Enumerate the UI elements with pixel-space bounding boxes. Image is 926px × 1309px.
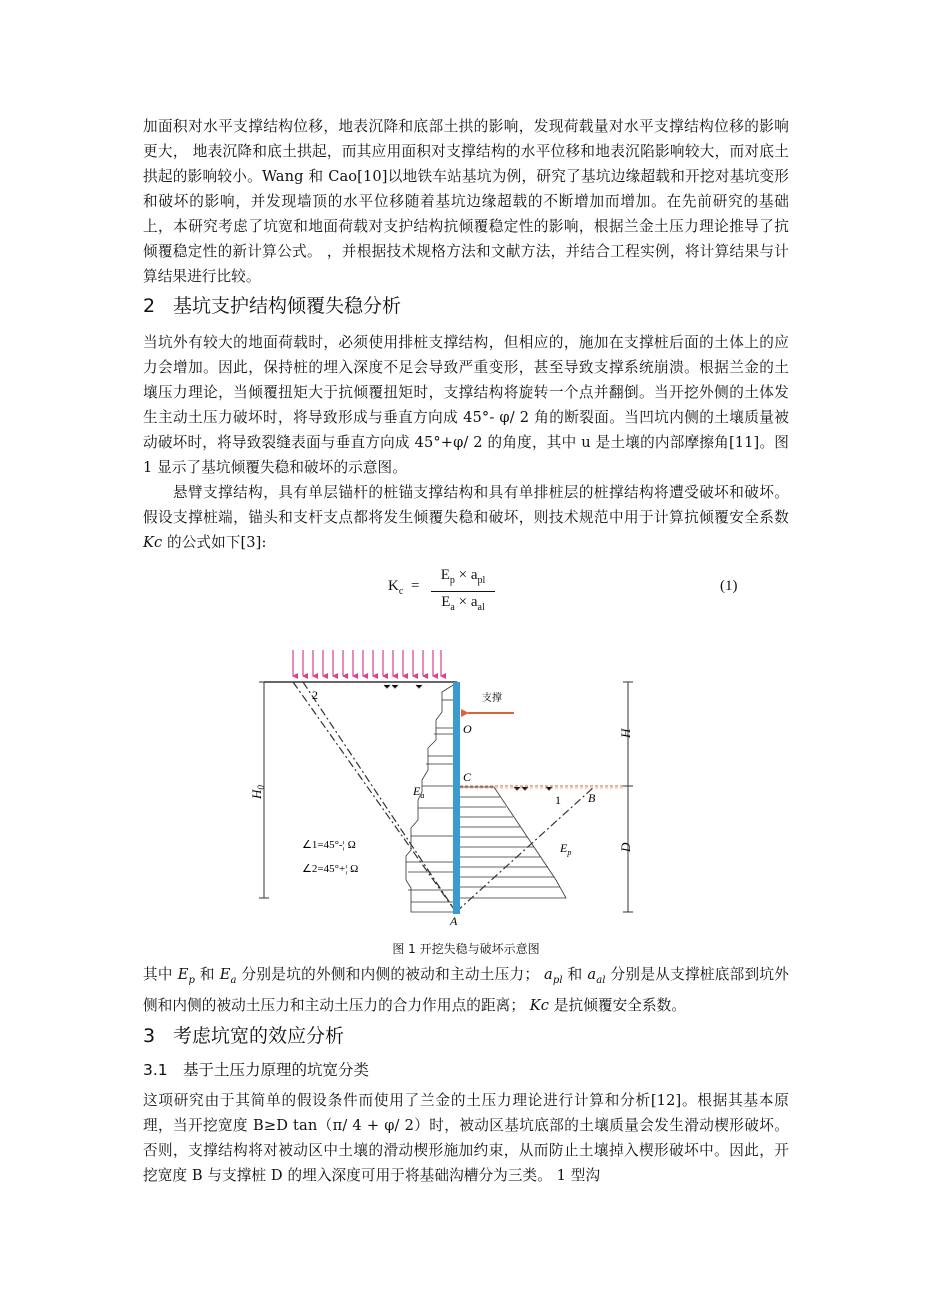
subsection-title: 基于土压力原理的坑宽分类 — [183, 1061, 370, 1079]
section-title: 考虑坑宽的效应分析 — [173, 1025, 345, 1047]
label-c: C — [463, 770, 472, 784]
label-o: O — [463, 722, 472, 736]
symbol-kc: Kc — [143, 534, 163, 551]
section-3-1-heading — [143, 1057, 789, 1083]
label-angle-2: 2 — [312, 688, 318, 702]
equation-1 — [388, 566, 788, 612]
subsection-number: 3.1 — [143, 1061, 168, 1079]
definitions-paragraph: 其中 $E_p$ 和 $E_a$ 分别是坑的外侧和内侧的被动和主动土压力； $a_{pl}$ 和 $a_{al}$ 分别是从支撑桩底部到坑外侧和内侧的被动土压力和主动土压力的合力作用点的距离； Kc 是抗倾覆安全系数。 — [143, 966, 790, 1014]
equation-lhs: $K_c$ = — [388, 578, 420, 597]
label-h: H — [618, 728, 633, 738]
fraction-numerator: $E_p \times a_{pl}$ — [431, 566, 495, 592]
h-d-dimension — [623, 682, 633, 912]
paragraph-support-types — [143, 480, 789, 555]
label-d: D — [618, 842, 633, 852]
legend-angle-2: ∠2=45°+¦ Ω — [302, 863, 359, 875]
failure-surface-lines — [293, 682, 594, 912]
section-3-1-body — [143, 1088, 789, 1188]
section-2-heading — [143, 291, 789, 321]
definitions-block — [143, 962, 789, 1018]
section-number: 2 — [143, 295, 156, 317]
label-ea: $E_a$ — [413, 784, 425, 800]
intro-block — [143, 114, 789, 289]
label-a: A — [450, 914, 458, 928]
passive-pressure-diagram — [460, 787, 566, 898]
figure-1-caption: 图 1 开挖失稳与破坏示意图 — [392, 942, 540, 956]
figure-1-diagram — [246, 640, 666, 930]
legend-angle-1: ∠1=45°-¦ Ω — [302, 839, 356, 851]
section-3-heading — [143, 1021, 789, 1051]
label-zhicheng: 支撑 — [482, 693, 502, 704]
equation-fraction — [431, 566, 495, 618]
label-h0: $H_0$ — [249, 785, 266, 799]
intro-paragraph: 加面积对水平支撑结构位移，地表沉降和底部土拱的影响，发现荷载量对水平支撑结构位移的影响更大， 地表沉降和底土拱起，而其应用面积对支撑结构的水平位移和地表沉陷影响较大，而对底土拱起的影响较小。Wang 和 Cao[10]以地铁车站基坑为例，研究了基坑边缘超载和开挖对基坑变形和破坏的影响，并发现墙顶的水平位移随着基坑边缘超载的不断增加而增加。在先前研究的基础上，本研究考虑了坑宽和地面荷载对支护结构抗倾覆稳定性的影响，根据兰金土压力理论推导了抗倾覆稳定性的新计算公式。 ，并根据技术规格方法和文献方法，并结合工程实例，将计算结果与计算结果进行比较。 — [143, 118, 789, 285]
text-run: 悬臂支撑结构，具有单层锚杆的桩锚支撑结构和具有单排桩层的桩撑结构将遭受破坏和破坏。 假设支撑桩端，锚头和支杆支点都将发生倾覆失稳和破坏，则技术规范中用于计算抗倾覆安全系数 — [143, 484, 789, 526]
paragraph-overturning: 当坑外有较大的地面荷载时，必须使用排桩支撑结构，但相应的，施加在支撑桩后面的土体上的应力会增加。因此，保持桩的埋入深度不足会导致严重变形，甚至导致支撑系统崩溃。根据兰金的土壤压力理论，当倾覆扭矩大于抗倾覆扭矩时，支撑结构将旋转一个点并翻倒。当开挖外侧的土体发生主动土压力破坏时，将导致形成与垂直方向成 45°- φ/ 2 角的断裂面。当凹坑内侧的土壤质量被动破坏时，将导致裂缝表面与垂直方向成 45°+φ/ 2 的角度，其中 u 是土壤的内部摩擦角[11]。图 1 显示了基坑倾覆失稳和破坏的示意图。 — [143, 334, 789, 476]
label-b: B — [588, 791, 596, 805]
text-run: 的公式如下[3]: — [162, 534, 267, 551]
section-number: 3 — [143, 1025, 156, 1047]
label-ep: $E_p$ — [560, 841, 572, 857]
paragraph-pit-width: 这项研究由于其简单的假设条件而使用了兰金的土压力理论进行计算和分析[12]。根据其基本原理，当开挖宽度 B≥D tan（π/ 4 + φ/ 2）时，被动区基坑底部的土壤质量会发生滑动楔形破坏。否则，支撑结构将对被动区中土壤的滑动楔形施加约束，从而防止土壤掉入楔形破坏中。因此，开挖宽度 B 与支撑桩 D 的埋入深度可用于将基础沟槽分为三类。 1 型沟 — [143, 1092, 789, 1184]
surcharge-load-arrows — [293, 650, 441, 676]
support-pile — [453, 682, 460, 914]
section-title: 基坑支护结构倾覆失稳分析 — [173, 295, 402, 317]
fraction-denominator: $E_a \times a_{al}$ — [441, 594, 485, 613]
section-2-body — [143, 330, 789, 555]
label-angle-1: 1 — [555, 793, 561, 807]
equation-number: (1) — [720, 578, 738, 594]
